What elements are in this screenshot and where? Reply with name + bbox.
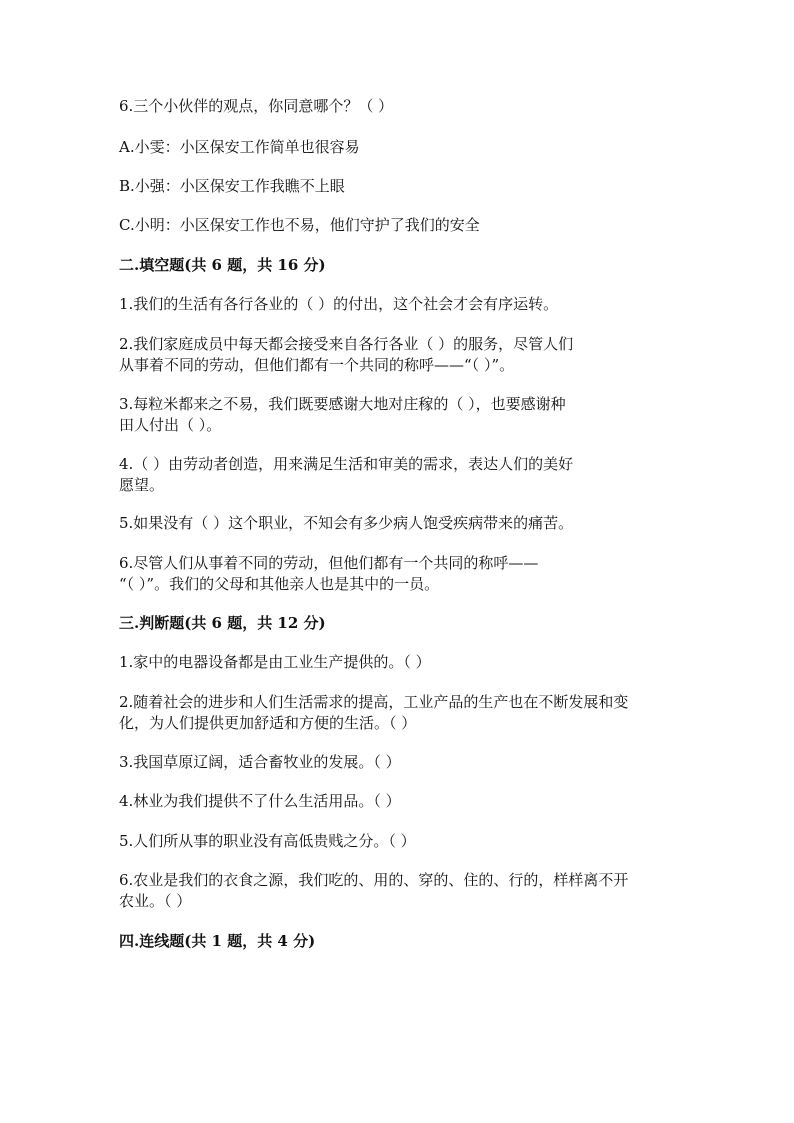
true-false-item-3: 3.我国草原辽阔，适合畜牧业的发展。（ ） xyxy=(119,753,401,771)
fill-blank-item-2-line-1: 2.我们家庭成员中每天都会接受来自各行各业（ ）的服务，尽管人们 xyxy=(119,335,574,353)
true-false-item-2-line-2: 化，为人们提供更加舒适和方便的生活。（ ） xyxy=(119,714,417,732)
section-heading-true-false: 三.判断题(共 6 题，共 12 分) xyxy=(119,614,326,632)
fill-blank-item-2-line-2: 从事着不同的劳动，但他们都有一个共同的称呼——“（ ）”。 xyxy=(119,356,515,374)
true-false-item-2-line-1: 2.随着社会的进步和人们生活需求的提高，工业产品的生产也在不断发展和变 xyxy=(119,693,629,711)
fill-blank-item-4-line-1: 4.（ ）由劳动者创造，用来满足生活和审美的需求，表达人们的美好 xyxy=(119,455,574,473)
true-false-item-4: 4.林业为我们提供不了什么生活用品。（ ） xyxy=(119,792,401,810)
choice-option-b: B.小强：小区保安工作我瞧不上眼 xyxy=(119,177,345,195)
true-false-item-6-line-2: 农业。（ ） xyxy=(119,892,192,910)
true-false-item-5: 5.人们所从事的职业没有高低贵贱之分。（ ） xyxy=(119,832,416,850)
choice-option-c: C.小明：小区保安工作也不易，他们守护了我们的安全 xyxy=(119,216,480,234)
true-false-item-6-line-1: 6.农业是我们的衣食之源，我们吃的、用的、穿的、住的、行的，样样离不开 xyxy=(119,871,629,889)
choice-option-a: A.小雯：小区保安工作简单也很容易 xyxy=(119,138,360,156)
fill-blank-item-3-line-1: 3.每粒米都来之不易，我们既要感谢大地对庄稼的（ ），也要感谢种 xyxy=(119,395,566,413)
section-heading-matching: 四.连线题(共 1 题，共 4 分) xyxy=(119,932,316,950)
choice-question-6: 6.三个小伙伴的观点，你同意哪个？（ ） xyxy=(119,97,394,115)
fill-blank-item-5: 5.如果没有（ ）这个职业，不知会有多少病人饱受疾病带来的痛苦。 xyxy=(119,514,574,532)
fill-blank-item-6-line-2: “（ ）”。我们的父母和其他亲人也是其中的一员。 xyxy=(119,575,440,593)
fill-blank-item-4-line-2: 愿望。 xyxy=(119,476,165,494)
fill-blank-item-1: 1.我们的生活有各行各业的（ ）的付出，这个社会才会有序运转。 xyxy=(119,295,559,313)
true-false-item-1: 1.家中的电器设备都是由工业生产提供的。（ ） xyxy=(119,653,431,671)
fill-blank-item-3-line-2: 田人付出（ ）。 xyxy=(119,416,222,434)
fill-blank-item-6-line-1: 6.尽管人们从事着不同的劳动，但他们都有一个共同的称呼—— xyxy=(119,554,539,572)
section-heading-fill-blank: 二.填空题(共 6 题，共 16 分) xyxy=(119,256,326,274)
